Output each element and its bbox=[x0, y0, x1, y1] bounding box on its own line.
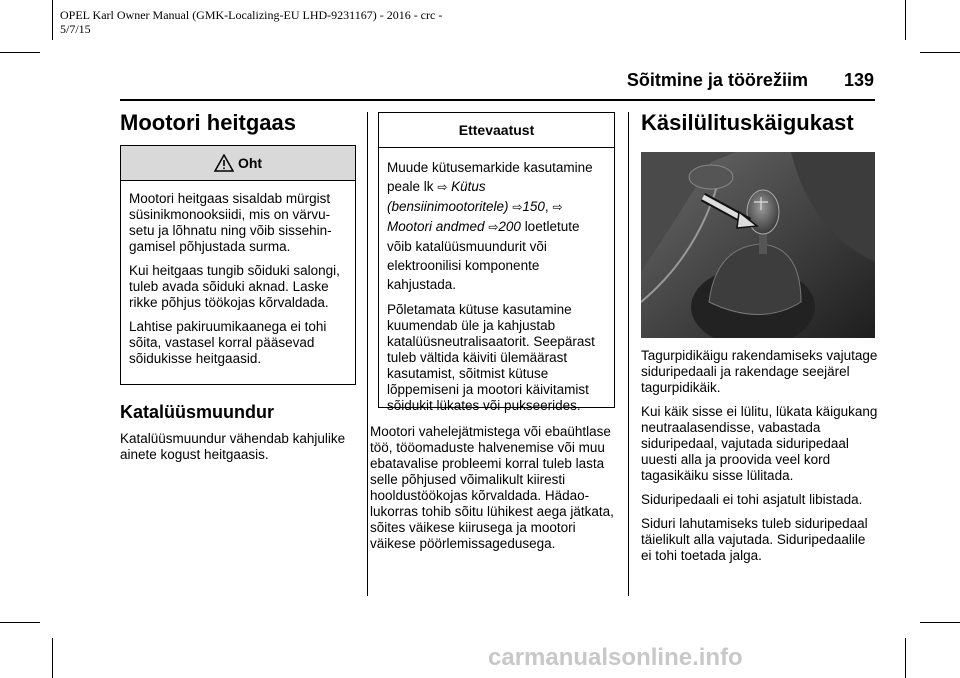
section-heading: Mootori heitgaas bbox=[120, 110, 297, 135]
gear-lever-illustration bbox=[641, 152, 875, 338]
body-text: Siduri lahutamiseks tuleb siduripedaal täielikult alla vajutada. Siduripedaalile ei tohi toetada jalga. bbox=[641, 516, 868, 563]
reference-arrow-icon: ⇨ bbox=[437, 180, 448, 194]
subsection-heading: Katalüüsmuundur bbox=[120, 402, 275, 422]
body-text: Katalüüsmuundur vähendab kahjulike ainete kogust heitgaasis. bbox=[120, 431, 346, 462]
document-header-line1: OPEL Karl Owner Manual (GMK-Localizing-EU LHD-9231167) - 2016 - crc - bbox=[60, 8, 443, 22]
header-rule bbox=[120, 99, 875, 101]
reference-link[interactable]: Mootori andmed bbox=[387, 219, 485, 234]
reference-page[interactable]: 150 bbox=[522, 199, 545, 214]
warning-box bbox=[120, 145, 356, 385]
body-text: Tagurpidikäigu rakendamiseks vajutage siduripedaali ja rakendage seejärel tagurpidikäik. bbox=[641, 348, 878, 395]
warning-paragraph: Lahtise pakiruumikaanega ei tohi sõita, vastasel korral pääsevad sõidukisse heitgaasid. bbox=[129, 319, 327, 366]
warning-label: Oht bbox=[237, 155, 263, 171]
body-text: Siduripedaali ei tohi asjatult libistada. bbox=[641, 492, 863, 507]
crop-mark bbox=[52, 638, 53, 678]
section-title: Sõitmine ja töörežiim bbox=[626, 70, 808, 90]
caution-paragraph: Muude kütusemarkide kasutamine peale lk ⇨ Kütus (bensiinimootoritele) ⇨150, ⇨ Mootori andmed ⇨200 loetletute võib katalüüsmuundurit või elektroonilisi komponente kahjustada. bbox=[387, 160, 593, 292]
crop-mark bbox=[920, 52, 960, 53]
warning-header bbox=[121, 146, 355, 181]
reference-page[interactable]: 200 bbox=[498, 219, 521, 234]
caution-body bbox=[379, 148, 614, 414]
warning-paragraph: Kui heitgaas tungib sõiduki salongi, tuleb avada sõiduki aknad. Laske rikke põhjus töökojas kõrvaldada. bbox=[129, 263, 340, 310]
caution-paragraph: Põletamata kütuse kasutamine kuumendab üle ja kahjustab katalüüsneutralisaatorit. Seepärast tuleb vältida käiviti ülemäärast kasutamist, sõitmist kütuse lõppemiseni ja mootori käivitamist sõidukit lükates või pukseerides. bbox=[387, 302, 595, 413]
reference-link[interactable]: Kütus (bensiinimootoritele) bbox=[387, 179, 509, 214]
reference-arrow-icon: ⇨ bbox=[512, 200, 523, 214]
watermark: carmanualsonline.info bbox=[488, 644, 743, 671]
reference-arrow-icon: ⇨ bbox=[552, 200, 563, 214]
column-1 bbox=[120, 110, 356, 136]
page-number: 139 bbox=[843, 70, 874, 90]
caution-label: Ettevaatust bbox=[458, 122, 535, 138]
crop-mark bbox=[920, 622, 960, 623]
document-header bbox=[60, 8, 442, 36]
body-text: Kui käik sisse ei lülitu, lükata käigukang neutraalasendisse, vabastada siduripedaal, vajutada siduripedaal uuesti alla ja proovida veel kord tagasikäiku sisse lülitada. bbox=[641, 404, 878, 483]
crop-mark bbox=[0, 622, 40, 623]
warning-body bbox=[121, 181, 355, 367]
column-1-lower bbox=[120, 401, 356, 471]
column-divider bbox=[367, 112, 368, 596]
column-2-lower bbox=[370, 424, 620, 560]
body-text: Mootori vahelejätmistega või ebaühtlase töö, tööomaduste halvenemise või muu ebatavalise probleemi korral tuleb lasta selle põhjused võimalikult kiiresti hooldustöökojas kõrvaldada. Hädaolukorras tohib sõitu lühikest aega jätkata, sõites väikese kiirusega ja mootori väikese pöörlemissagedusega. bbox=[370, 424, 614, 551]
crop-mark bbox=[52, 0, 53, 40]
section-heading: Käsilülituskäigukast bbox=[641, 110, 854, 135]
reference-arrow-icon: ⇨ bbox=[488, 220, 499, 234]
column-3-lower bbox=[641, 348, 879, 572]
document-header-line2: 5/7/15 bbox=[60, 22, 91, 36]
running-head bbox=[627, 70, 874, 91]
caution-header bbox=[379, 113, 614, 148]
crop-mark bbox=[905, 0, 906, 40]
warning-paragraph: Mootori heitgaas sisaldab mürgist süsinikmonooksiidi, mis on värvusetu ja lõhnatu ning võib sissehingamisel põhjustada surma. bbox=[129, 191, 332, 254]
column-3 bbox=[641, 110, 879, 136]
column-divider bbox=[628, 112, 629, 596]
crop-mark bbox=[905, 638, 906, 678]
caution-box bbox=[378, 112, 615, 413]
warning-triangle-icon bbox=[214, 154, 234, 172]
crop-mark bbox=[0, 52, 40, 53]
